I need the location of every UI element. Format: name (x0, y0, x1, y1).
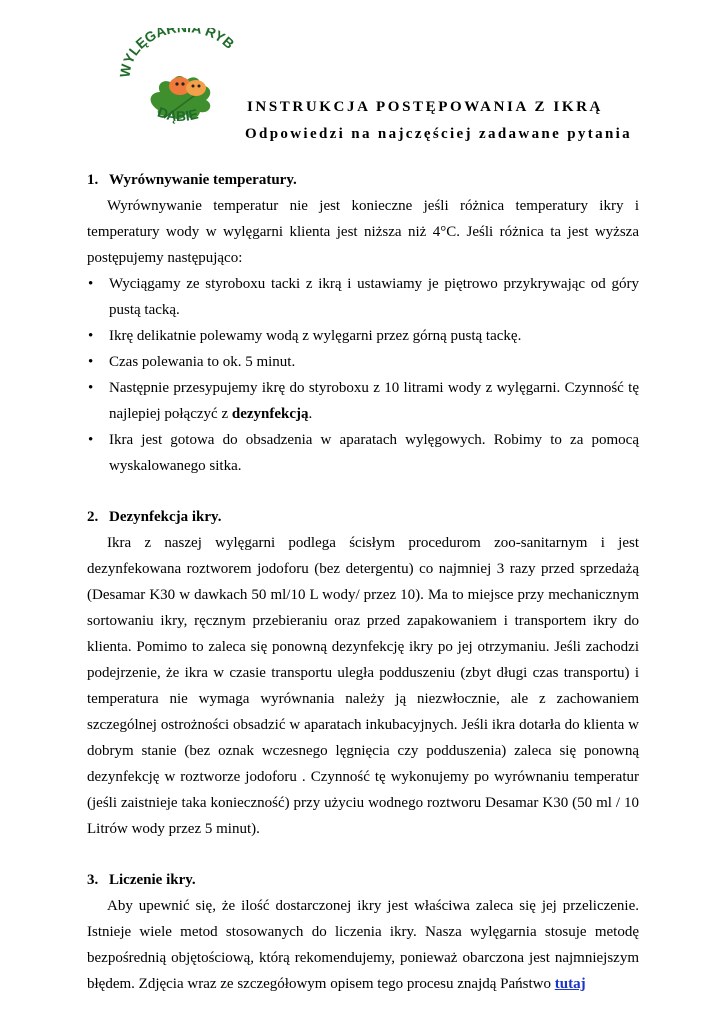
logo-arc-top-text: WYLĘGAR A RYB (116, 28, 238, 79)
list-item: • Wyciągamy ze styroboxu tacki z ikrą i ustawiamy je piętrowo przykrywając od góry pustą tacką. (109, 271, 639, 323)
section-temperature (87, 167, 639, 479)
section-paragraph: Wyrównywanie temperatur nie jest konieczne jeśli różnica temperatury ikry i temperatury wody w wylęgarni klienta jest niższa niż 4°C. Jeśli różnica ta jest wyższa postępujemy następująco: (87, 198, 639, 266)
svg-text:WYLĘGARNIA RYB (116, 28, 237, 78)
section-number: 3. (87, 872, 99, 888)
section-heading (87, 867, 639, 893)
list-item: • Ikra jest gotowa do obsadzenia w aparatach wylęgowych. Robimy to za pomocą wyskalowanego sitka. (109, 427, 639, 479)
section-paragraph (87, 893, 639, 997)
section-paragraph: Ikra z naszej wylęgarni podlega ścisłym procedurom zoo-sanitarnym i jest dezynfekowana roztworem jodoforu (bez detergentu) co najmniej 3 razy przed sprzedażą (Desamar K30 w dawkach 50 ml/10 L wody/ przez 10). Ma to miejsce przy mechanicznym sortowaniu ikry, ręcznym przebieraniu oraz przed zapakowaniem i transportem ikry do klienta. Pomimo to zaleca się ponowną dezynfekcję ikry po jej otrzymaniu. Jeśli zachodzi podejrzenie, że ikra w czasie transportu uległa podduszeniu (zbyt długi czas transportu) i temperatura nie wymaga wyrównania należy ją niezwłocznie, ale z zachowaniem szczególnej ostrożności obsadzić w aparatach inkubacyjnych. Jeśli ikra dotarła do klienta w dobrym stanie (bez oznak wczesnego lęgnięcia czy podduszenia) zaleca się ponowną dezynfekcję w roztworze jodoforu . Czynność tę wykonujemy po wyrównaniu temperatur (jeśli zaistnieje taka konieczność) przy użyciu wodnego roztworu Desamar K30 (50 ml / 10 Litrów wody przez 5 minut). (87, 535, 639, 837)
section-paragraph-text: Aby upewnić się, że ilość dostarczonej ikry jest właściwa zaleca się jej przeliczenie. Istnieje wiele metod stosowanych do liczenia ikry. Nasza wylęgarnia stosuje metodę bezpośrednią objętościową, którą rekomendujemy, ponieważ obarczona jest najmniejszym błędem. Zdjęcia wraz ze szczegółowym opisem tego procesu znajdą Państwo (87, 898, 639, 992)
list-item: • Czas polewania to ok. 5 minut. (109, 349, 639, 375)
page-title: INSTRUKCJA POSTĘPOWANIA Z IKRĄ (247, 99, 603, 115)
section-heading (87, 504, 639, 530)
section-disinfection (87, 504, 639, 842)
section-counting (87, 867, 639, 997)
section-heading-text: Wyrównywanie temperatury. (109, 172, 297, 188)
list-item-text: Następnie przesypujemy ikrę do styroboxu z 10 litrami wody z wylęgarni. Czynność tę najlepiej połączyć z (109, 380, 639, 422)
page-subtitle: Odpowiedzi na najczęściej zadawane pytania (245, 126, 633, 142)
document-body (87, 167, 639, 997)
list-item (109, 375, 639, 427)
section-heading-text: Dezynfekcja ikry. (109, 509, 222, 525)
section-number: 2. (87, 509, 99, 525)
fish-shape (186, 80, 206, 96)
tutaj-link[interactable]: tutaj (554, 976, 586, 992)
logo-arc-bottom-text: DĄBIE (155, 103, 200, 125)
section-number: 1. (87, 172, 99, 188)
bullet-list (87, 271, 639, 479)
oak-leaf-fish-icon (116, 28, 250, 132)
list-item-text-end: . (308, 406, 313, 422)
bold-term: dezynfekcją (231, 406, 309, 422)
company-logo (116, 28, 250, 132)
list-item: • Ikrę delikatnie polewamy wodą z wylęgarni przez górną pustą tackę. (109, 323, 639, 349)
section-heading (87, 167, 639, 193)
section-heading-text: Liczenie ikry. (109, 872, 196, 888)
